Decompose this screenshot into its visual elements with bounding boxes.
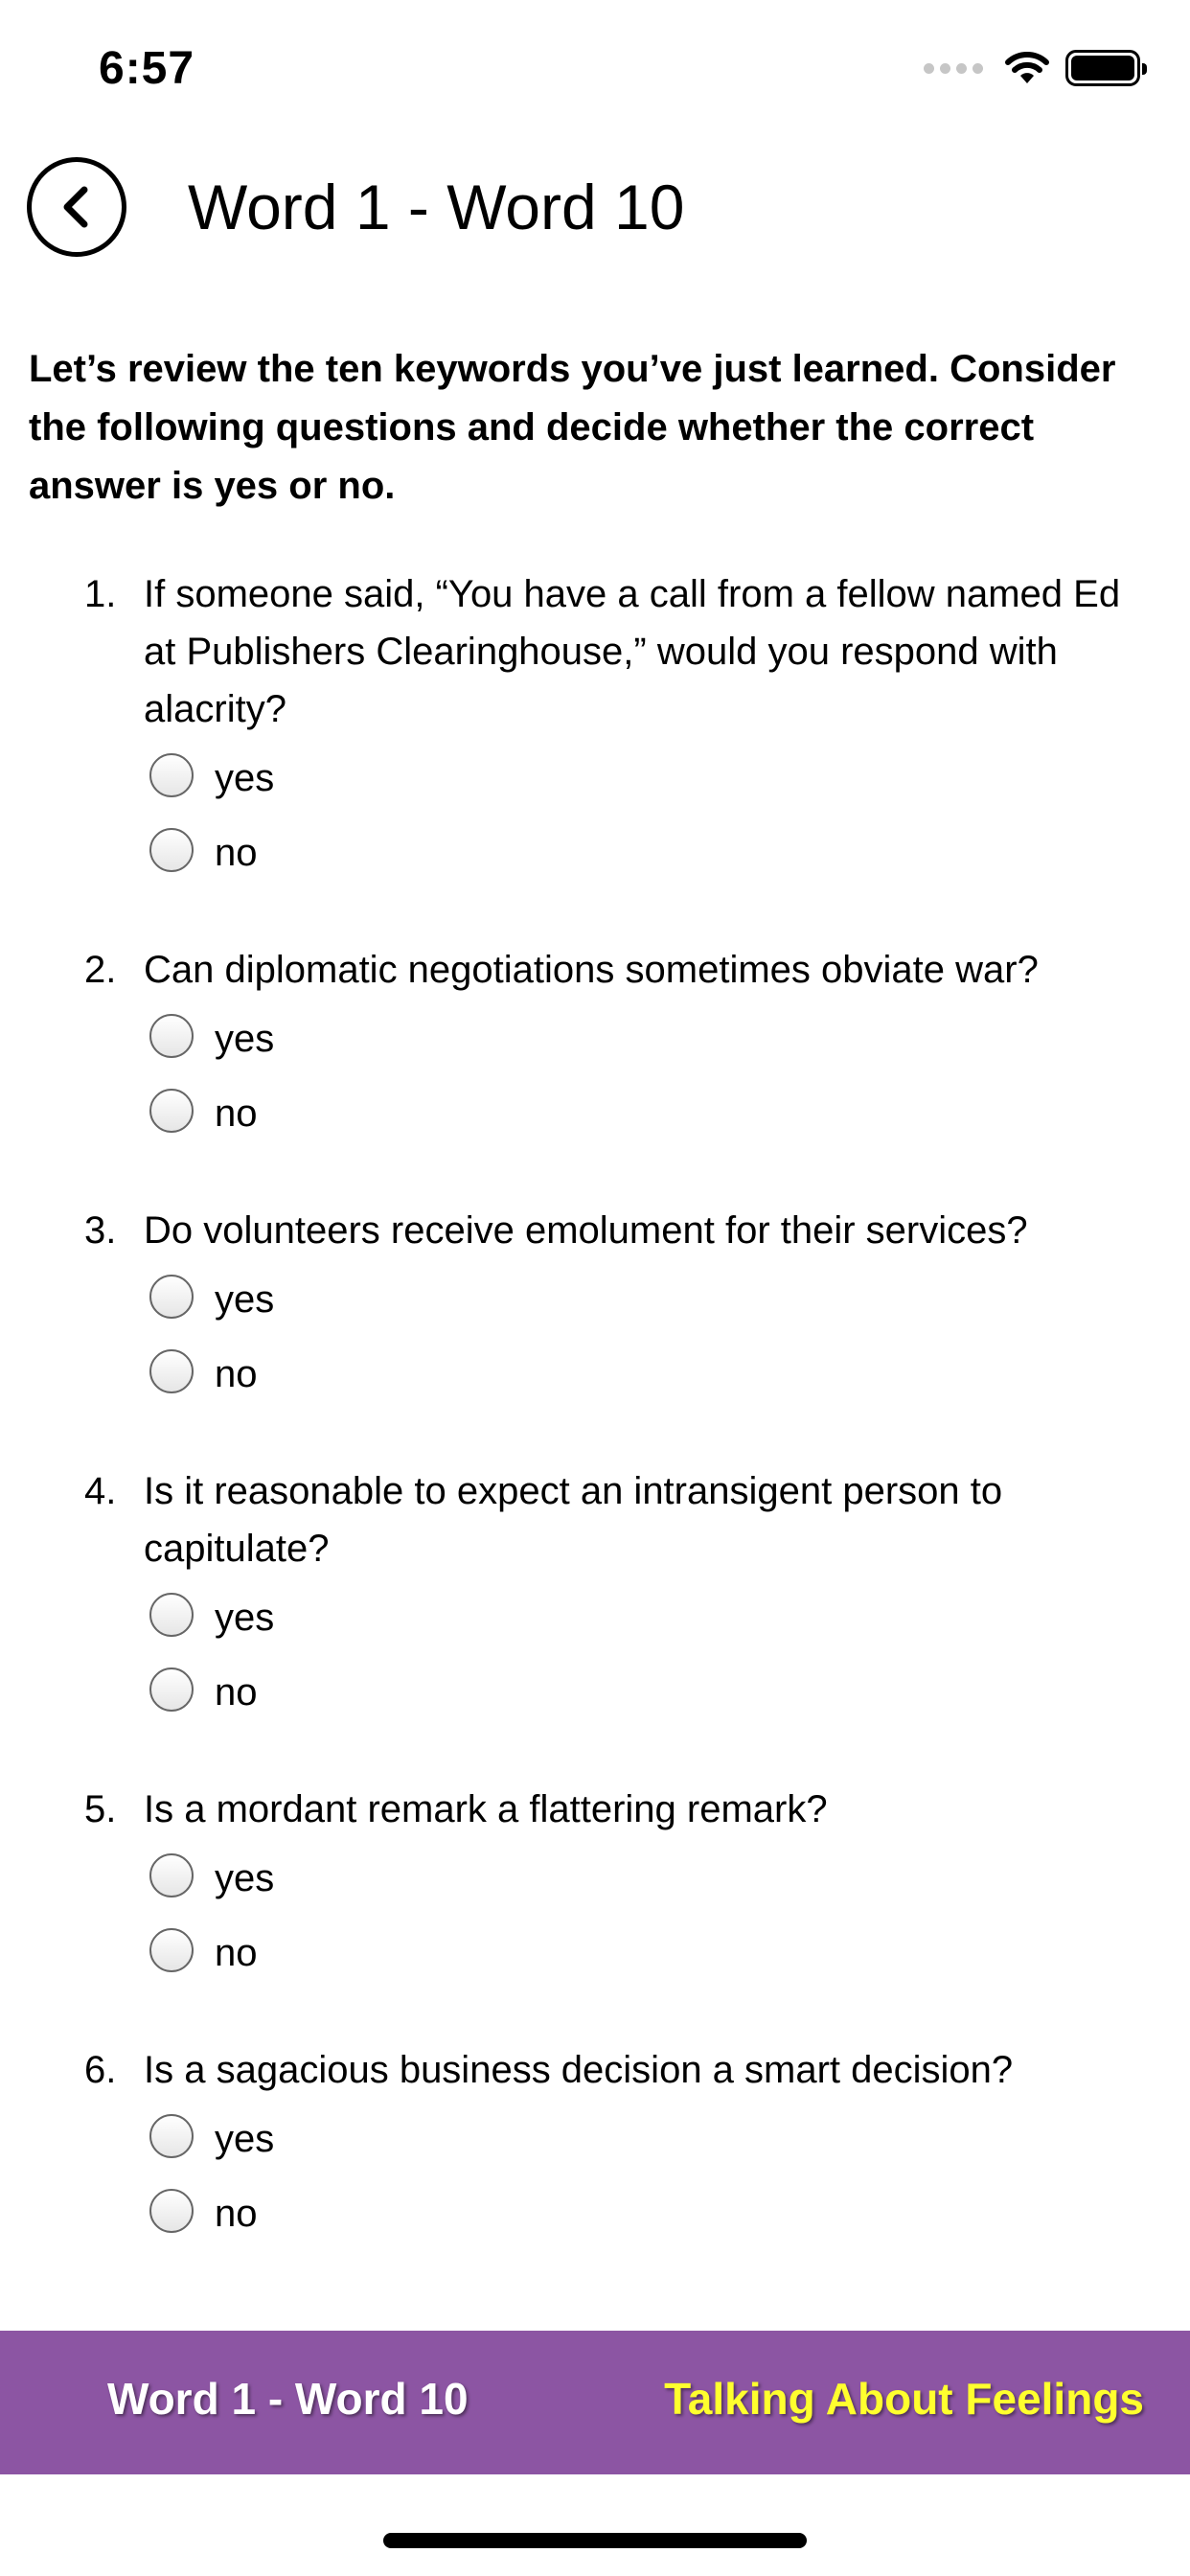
question-text: Can diplomatic negotiations sometimes obviate war? (144, 949, 1039, 991)
radio-button[interactable] (149, 2189, 194, 2233)
page-title: Word 1 - Word 10 (188, 172, 685, 242)
question-5-yes-option[interactable] (149, 1838, 1161, 1913)
question-number: 6. (84, 2049, 117, 2091)
radio-button[interactable] (149, 1853, 194, 1898)
radio-button[interactable] (149, 1014, 194, 1058)
option-label: yes (215, 1856, 275, 1899)
option-label: no (215, 1670, 258, 1714)
nav-bar (0, 144, 1190, 268)
status-time: 6:57 (99, 43, 195, 94)
radio-button[interactable] (149, 1593, 194, 1637)
radio-button[interactable] (149, 2114, 194, 2158)
question-text: Is a sagacious business decision a smart decision? (144, 2049, 1014, 2091)
option-label: yes (215, 1596, 275, 1639)
next-section-link[interactable]: Talking About Feelings (664, 2374, 1144, 2424)
radio-button[interactable] (149, 753, 194, 797)
radio-button[interactable] (149, 1668, 194, 1712)
question-4-no-option[interactable] (149, 1652, 1161, 1727)
question-2 (29, 941, 1161, 1148)
question-2-yes-option[interactable] (149, 999, 1161, 1073)
option-label: no (215, 1092, 258, 1135)
question-number: 4. (84, 1470, 117, 1512)
wifi-icon (1004, 51, 1050, 85)
radio-button[interactable] (149, 1928, 194, 1972)
radio-button[interactable] (149, 828, 194, 872)
question-text: Do volunteers receive emolument for their services? (144, 1209, 1028, 1252)
home-indicator[interactable] (383, 2533, 807, 2548)
status-icons (924, 50, 1140, 86)
question-5-no-option[interactable] (149, 1913, 1161, 1988)
option-label: no (215, 1352, 258, 1395)
option-label: no (215, 1931, 258, 1974)
option-label: yes (215, 1277, 275, 1321)
question-3-yes-option[interactable] (149, 1259, 1161, 1334)
question-1 (29, 565, 1161, 887)
current-section-link[interactable]: Word 1 - Word 10 (107, 2374, 469, 2424)
question-1-yes-option[interactable] (149, 738, 1161, 813)
question-text: Is it reasonable to expect an intransigent person to capitulate? (144, 1470, 1003, 1570)
option-label: yes (215, 756, 275, 799)
radio-button[interactable] (149, 1089, 194, 1133)
question-number: 3. (84, 1209, 117, 1252)
question-4 (29, 1462, 1161, 1727)
question-list (29, 565, 1161, 2248)
question-5 (29, 1781, 1161, 1988)
question-6-no-option[interactable] (149, 2174, 1161, 2248)
question-text: Is a mordant remark a flattering remark? (144, 1788, 828, 1830)
question-6 (29, 2041, 1161, 2248)
question-number: 2. (84, 949, 117, 991)
option-label: no (215, 2192, 258, 2235)
radio-button[interactable] (149, 1275, 194, 1319)
question-number: 1. (84, 573, 117, 615)
option-label: yes (215, 2117, 275, 2160)
intro-text: Let’s review the ten keywords you’ve just learned. Consider the following questions and decide whether the correct answer is yes or no. (29, 348, 1116, 507)
question-6-yes-option[interactable] (149, 2099, 1161, 2174)
back-button[interactable] (27, 157, 126, 257)
battery-icon (1065, 50, 1140, 86)
option-label: no (215, 831, 258, 874)
bottom-navigation-bar (0, 2331, 1190, 2474)
question-1-no-option[interactable] (149, 813, 1161, 887)
quiz-content (29, 340, 1161, 2302)
option-label: yes (215, 1017, 275, 1060)
question-3-no-option[interactable] (149, 1334, 1161, 1409)
question-number: 5. (84, 1788, 117, 1830)
question-2-no-option[interactable] (149, 1073, 1161, 1148)
chevron-left-icon (57, 186, 96, 228)
question-text: If someone said, “You have a call from a fellow named Ed at Publishers Clearinghouse,” would you respond with alacrity? (144, 573, 1121, 730)
status-bar (0, 0, 1190, 144)
question-4-yes-option[interactable] (149, 1577, 1161, 1652)
question-3 (29, 1202, 1161, 1409)
radio-button[interactable] (149, 1349, 194, 1393)
cellular-signal-icon (924, 63, 983, 74)
